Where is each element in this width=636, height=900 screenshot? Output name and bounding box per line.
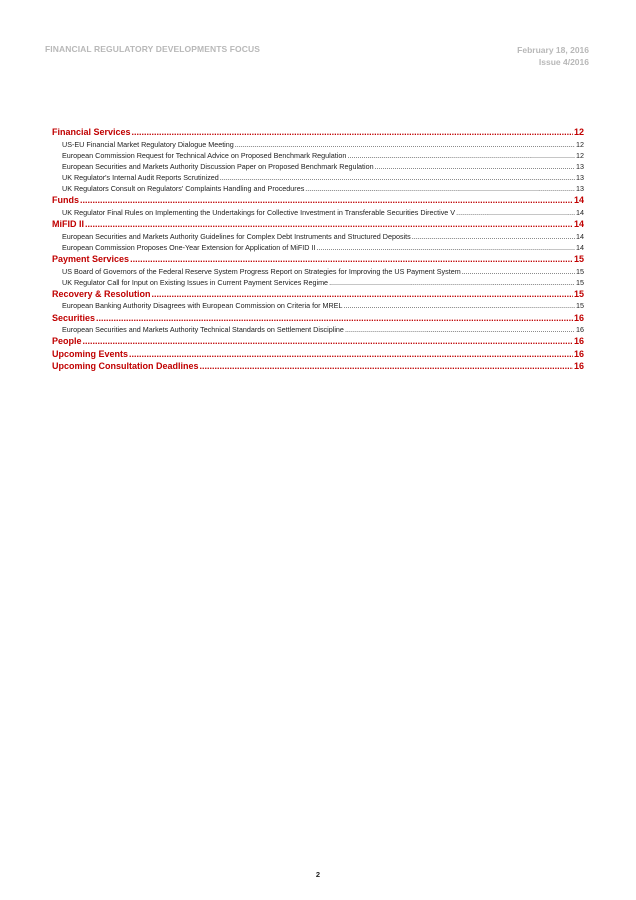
toc-entry[interactable] xyxy=(52,266,584,277)
toc-entry[interactable] xyxy=(52,161,584,172)
toc-entry-title: Funds xyxy=(52,195,79,206)
toc-dot-leader xyxy=(316,242,575,253)
toc-entry-title: European Commission Proposes One-Year Extension for Application of MiFID II xyxy=(62,242,316,252)
toc-dot-leader xyxy=(347,150,575,161)
toc-dot-leader xyxy=(129,348,573,361)
toc-entry-title: Securities xyxy=(52,312,96,323)
toc-dot-leader xyxy=(235,139,575,150)
toc-dot-leader xyxy=(462,266,575,277)
toc-entry[interactable] xyxy=(52,207,584,218)
toc-page-number: 14 xyxy=(576,242,584,252)
toc-entry-title: Upcoming Consultation Deadlines xyxy=(52,361,199,372)
toc-dot-leader xyxy=(375,161,575,172)
toc-dot-leader xyxy=(83,335,573,348)
toc-entry[interactable] xyxy=(52,172,584,183)
toc-section-heading[interactable] xyxy=(52,360,584,373)
toc-page-number: 15 xyxy=(576,301,584,311)
toc-dot-leader xyxy=(80,194,573,207)
toc-entry-title: US-EU Financial Market Regulatory Dialogue Meeting xyxy=(62,139,234,149)
toc-entry-title: Payment Services xyxy=(52,254,130,264)
toc-entry-title: UK Regulator's Internal Audit Reports Scrutinized xyxy=(62,173,219,183)
toc-section-heading[interactable] xyxy=(52,218,584,231)
toc-entry-title: People xyxy=(52,336,82,347)
toc-dot-leader xyxy=(412,231,575,242)
toc-page-number: 16 xyxy=(573,336,584,347)
toc-entry-title: Recovery & Resolution xyxy=(52,288,151,299)
toc-entry[interactable] xyxy=(52,139,584,150)
toc-entry-title: MiFID II xyxy=(52,219,84,230)
toc-page-number: 15 xyxy=(576,277,584,287)
toc-section-heading[interactable] xyxy=(52,335,584,348)
toc-dot-leader xyxy=(305,183,575,194)
toc-section-heading[interactable] xyxy=(52,253,584,266)
toc-page-number: 15 xyxy=(573,288,584,299)
toc-entry-title: European Securities and Markets Authority Guidelines for Complex Debt Instruments and Structured Deposits xyxy=(62,231,411,241)
toc-section-heading[interactable] xyxy=(52,126,584,139)
toc-entry[interactable] xyxy=(52,277,584,288)
page-number: 2 xyxy=(315,870,321,879)
toc-dot-leader xyxy=(200,360,573,373)
toc-page-number: 14 xyxy=(573,219,584,230)
toc-page-number: 13 xyxy=(576,184,584,194)
toc-entry[interactable] xyxy=(52,183,584,194)
toc-page-number: 12 xyxy=(576,150,584,160)
toc-entry[interactable] xyxy=(52,300,584,311)
toc-page-number: 15 xyxy=(576,266,584,276)
table-of-contents xyxy=(52,126,584,373)
toc-section-heading[interactable] xyxy=(52,288,584,301)
toc-page-number: 15 xyxy=(573,254,584,264)
toc-entry-title: European Banking Authority Disagrees with European Commission on Criteria for MREL xyxy=(62,301,343,311)
toc-entry-title: Upcoming Events xyxy=(52,348,129,359)
toc-page-number: 12 xyxy=(576,139,584,149)
toc-dot-leader xyxy=(152,288,573,301)
toc-entry-title: Financial Services xyxy=(52,127,131,137)
toc-entry-title: European Securities and Markets Authority Technical Standards on Settlement Discipline xyxy=(62,325,344,335)
toc-page-number: 16 xyxy=(573,312,584,323)
toc-dot-leader xyxy=(132,126,573,139)
toc-page-number: 16 xyxy=(576,325,584,335)
toc-section-heading[interactable] xyxy=(52,348,584,361)
toc-entry-title: UK Regulator Final Rules on Implementing the Undertakings for Collective Investment in Transferable Securities Directive V xyxy=(62,207,456,217)
header-issue: Issue 4/2016 xyxy=(538,57,589,67)
document-header-title: FINANCIAL REGULATORY DEVELOPMENTS FOCUS xyxy=(45,44,260,54)
toc-entry[interactable] xyxy=(52,150,584,161)
toc-page-number: 12 xyxy=(573,127,584,137)
toc-dot-leader xyxy=(130,253,573,266)
toc-page-number: 14 xyxy=(573,195,584,206)
toc-page-number: 14 xyxy=(576,231,584,241)
toc-dot-leader xyxy=(456,207,575,218)
toc-page-number: 13 xyxy=(576,173,584,183)
toc-entry-title: US Board of Governors of the Federal Reserve System Progress Report on Strategies for Improving the US Payment System xyxy=(62,266,461,276)
toc-entry-title: European Commission Request for Technical Advice on Proposed Benchmark Regulation xyxy=(62,150,347,160)
toc-entry-title: UK Regulators Consult on Regulators' Complaints Handling and Procedures xyxy=(62,184,305,194)
toc-section-heading[interactable] xyxy=(52,194,584,207)
toc-dot-leader xyxy=(343,300,575,311)
header-date: February 18, 2016 xyxy=(517,45,589,55)
toc-entry[interactable] xyxy=(52,231,584,242)
toc-dot-leader xyxy=(329,277,575,288)
toc-dot-leader xyxy=(220,172,575,183)
toc-dot-leader xyxy=(345,324,575,335)
toc-entry[interactable] xyxy=(52,324,584,335)
toc-page-number: 13 xyxy=(576,161,584,171)
toc-section-heading[interactable] xyxy=(52,312,584,325)
toc-dot-leader xyxy=(85,218,573,231)
toc-dot-leader xyxy=(96,312,573,325)
toc-page-number: 16 xyxy=(573,361,584,372)
toc-entry-title: UK Regulator Call for Input on Existing Issues in Current Payment Services Regime xyxy=(62,277,329,287)
toc-entry[interactable] xyxy=(52,242,584,253)
toc-entry-title: European Securities and Markets Authority Discussion Paper on Proposed Benchmark Regulation xyxy=(62,161,374,171)
toc-page-number: 16 xyxy=(573,348,584,359)
toc-page-number: 14 xyxy=(576,207,584,217)
document-header-meta xyxy=(517,44,589,68)
